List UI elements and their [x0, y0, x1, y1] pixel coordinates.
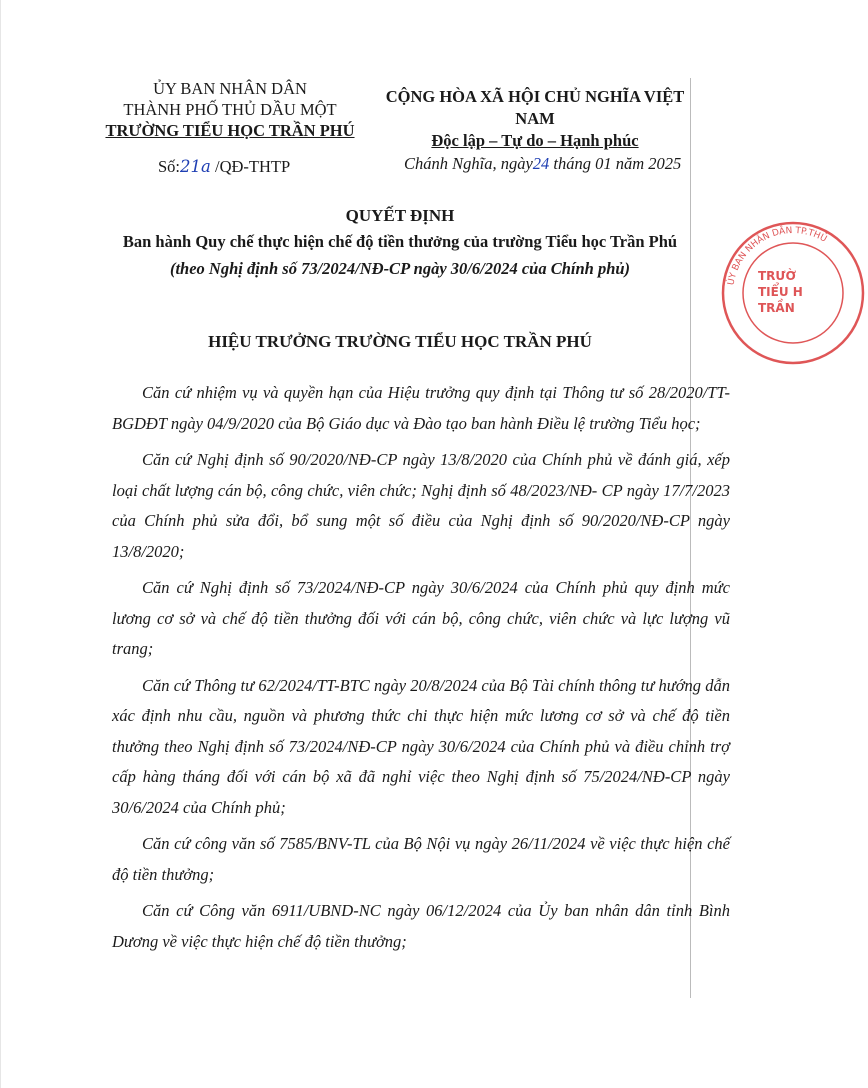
national-motto: Độc lập – Tự do – Hạnh phúc [431, 131, 639, 150]
issuer-line-1: ỦY BAN NHÂN DÂN [153, 79, 307, 98]
stamp-center-line-1: TRƯỜ [758, 269, 796, 283]
decision-subject: Ban hành Quy chế thực hiện chế độ tiền thưởng của trường Tiểu học Trần Phú [122, 232, 678, 251]
stamp-center-line-2: TIỂU H [758, 285, 803, 299]
national-header [370, 86, 700, 152]
legal-basis-section [112, 378, 730, 963]
school-seal-stamp [718, 218, 868, 368]
stamp-center-line-3: TRẦN [758, 301, 795, 315]
issuer-line-2: THÀNH PHỐ THỦ DẦU MỘT [123, 100, 337, 119]
date-day-handwritten: 24 [532, 154, 550, 173]
date-suffix: tháng 01 năm 2025 [553, 154, 682, 173]
decision-authority: HIỆU TRƯỞNG TRƯỜNG TIỂU HỌC TRẦN PHÚ [208, 332, 592, 351]
stamp-ring-text: ỦY BAN NHÂN DÂN TP.THỦ [726, 225, 829, 287]
legal-basis-paragraph: Căn cứ Nghị định số 90/2020/NĐ-CP ngày 13/8/2020 của Chính phủ về đánh giá, xếp loại chất lượng cán bộ, công chức, viên chức; Nghị định số 48/2023/NĐ- CP ngày 17/7/2023 của Chính phủ sửa đổi, bổ sung một số điều của Nghị định số 90/2020/NĐ-CP ngày 13/8/2020; [112, 450, 730, 561]
legal-basis-paragraph: Căn cứ Thông tư 62/2024/TT-BTC ngày 20/8/2024 của Bộ Tài chính thông tư hướng dẫn xác định nhu cầu, nguồn và phương thức chi thực hiện mức lương cơ sở và chế độ tiền thưởng theo Nghị định số 73/2024/NĐ-CP ngày 30/6/2024 của Chính phủ và điều chỉnh trợ cấp hàng tháng đối với cán bộ xã đã nghỉ việc theo Nghị định số 75/2024/NĐ-CP ngày 30/6/2024 của Chính phủ; [112, 675, 730, 817]
document-number [158, 157, 290, 177]
legal-basis-paragraph: Căn cứ công văn số 7585/BNV-TL của Bộ Nội vụ ngày 26/11/2024 về việc thực hiện chế độ tiền thưởng; [112, 834, 730, 884]
date-prefix: Chánh Nghĩa, ngày [404, 154, 533, 173]
nation-name: CỘNG HÒA XÃ HỘI CHỦ NGHĨA VIỆT NAM [385, 87, 685, 128]
legal-basis-paragraph: Căn cứ Công văn 6911/UBND-NC ngày 06/12/2024 của Ủy ban nhân dân tỉnh Bình Dương về việc thực hiện chế độ tiền thưởng; [112, 901, 730, 951]
legal-basis-paragraph: Căn cứ nhiệm vụ và quyền hạn của Hiệu trưởng quy định tại Thông tư số 28/2020/TT-BGDĐT ngày 04/9/2020 của Bộ Giáo dục và Đào tạo ban hành Điều lệ trường Tiểu học; [112, 383, 730, 433]
issuer-block [100, 78, 360, 141]
decision-heading: QUYẾT ĐỊNH [345, 206, 455, 225]
doc-number-handwritten: 21a [180, 157, 211, 176]
legal-basis-paragraph: Căn cứ Nghị định số 73/2024/NĐ-CP ngày 30/6/2024 của Chính phủ quy định mức lương cơ sở và chế độ tiền thưởng đối với cán bộ, công chức, viên chức và lực lượng vũ trang; [112, 578, 730, 658]
place-date [404, 154, 681, 174]
decision-basis: (theo Nghị định số 73/2024/NĐ-CP ngày 30/6/2024 của Chính phủ) [169, 259, 631, 278]
doc-number-suffix: /QĐ-THTP [214, 157, 291, 176]
issuer-school-name: TRƯỜNG TIỂU HỌC TRẦN PHÚ [105, 121, 355, 140]
doc-number-prefix: Số: [158, 157, 181, 176]
